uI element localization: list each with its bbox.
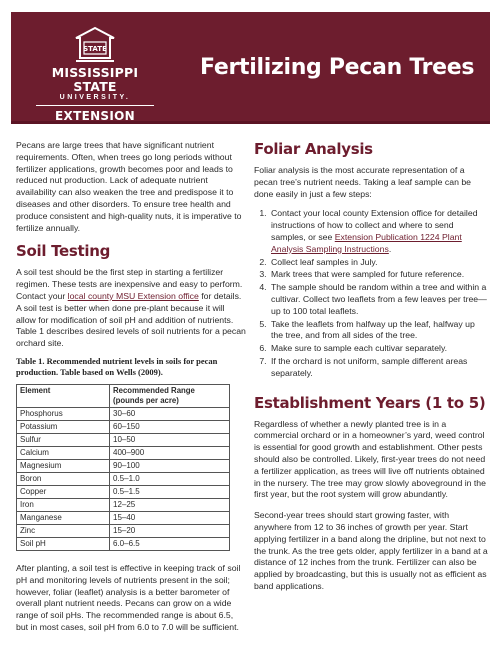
soil-testing-paragraph [16,267,246,350]
table-cell-element: Zinc [17,524,110,537]
table-header-element: Element [17,384,110,407]
list-item: 3. Mark trees that were sampled for future reference. [269,269,488,281]
table-cell-element: Copper [17,485,110,498]
table-cell-range: 0.5–1.0 [110,472,230,485]
sampling-steps-list [254,208,488,379]
table-cell-element: Calcium [17,446,110,459]
table-row [17,459,230,472]
table-cell-range: 90–100 [110,459,230,472]
state-seal-icon [72,24,118,64]
logo-university-name: MISSISSIPPI STATE [51,65,139,94]
list-item: 7. If the orchard is not uniform, sample different areas separately. [269,356,488,380]
table-row [17,420,230,433]
logo-extension-label: EXTENSION [55,109,135,123]
table-row [17,472,230,485]
table-row [17,485,230,498]
table-cell-element: Phosphorus [17,407,110,420]
intro-paragraph: Pecans are large trees that have significant nutrient requirements. Often, when trees go long periods without fertilizer applications, growth becomes poor and leads to reduced nut production. Lack of adequate nutrient availability can also weaken the tree and predispose it to diseases and other disorders. To ensure tree health and produce consistent and high-quality nuts, it is imperative to fertilize annually. [16,140,242,233]
table-row [17,524,230,537]
list-item: 5. Take the leaflets from halfway up the leaf, halfway up the tree, and from all sides of the tree. [269,319,488,343]
list-item: 4. The sample should be random within a tree and within a cultivar. Collect two leaflets from a few leaves per tree—up to 100 total leaflets. [269,282,488,317]
table-row [17,407,230,420]
right-column [254,140,488,598]
list-item: 6. Make sure to sample each cultivar separately. [269,343,488,355]
table-cell-range: 6.0–6.5 [110,537,230,550]
table-cell-range: 60–150 [110,420,230,433]
soil-text-b: for details. A soil test is better when done pre-plant because it will allow for modification of soil pH and addition of nutrients. Table 1 describes desired levels of soil nutrients for a pecan orchard site. [16,290,246,349]
table-cell-range: 30–60 [110,407,230,420]
table-cell-element: Potassium [17,420,110,433]
table-cell-element: Soil pH [17,537,110,550]
header-banner [0,0,502,129]
establishment-paragraph-2: Second-year trees should start growing faster, with anywhere from 12 to 36 inches of growth per year. Start applying fertilizer in a band along the dripline, but not next to the trunk. As the tree gets older, apply fertilizer in a band at a distance of 12 inches from the trunk. Fertilizer can also be applied by broadcasting, but this is usually not as efficient as band applications. [254,510,488,591]
extension-office-link[interactable]: local county MSU Extension office [67,290,199,301]
establishment-paragraph-1: Regardless of whether a newly planted tree is in a commercial orchard or in a homeowner’s yard, weed control is essential for good growth and establishment. Other pests should also be controlled. Likely, first-year trees do not need a fertilizer application, as trees will live off nutrients obtained in the nursery. The tree may grow slowly aboveground in the first year, but the root system will grow abundantly. [254,418,486,500]
msu-extension-logo [29,24,161,123]
list-item [269,208,488,255]
logo-university-label: UNIVERSITY. [59,94,131,101]
step-text-end: . [388,243,392,254]
nutrient-table [16,384,230,551]
table-row [17,446,230,459]
table-cell-range: 400–900 [110,446,230,459]
soil-testing-heading: Soil Testing [16,242,111,261]
logo-divider [36,105,154,106]
seal-text: STATE [83,45,107,53]
after-table-paragraph: After planting, a soil test is effective in keeping track of soil pH and monitoring levels of nutrients present in the soil; however, foliar (leaflet) analysis is a better barometer of overall plant nutrient needs. Pecans can grow on a wide range of soil pHs. The recommended range is about 6.5, but in most cases, soil pH from 6.0 to 7.0 will be sufficient. [16,562,241,632]
table-cell-range: 0.5–1.5 [110,485,230,498]
left-column [16,140,246,639]
document-title: Fertilizing Pecan Trees [200,55,475,80]
table-header-row [17,384,230,407]
step-text: Contact your local county Extension office for detailed instructions of how to collect and where to send samples, or see [271,208,478,242]
table-cell-element: Magnesium [17,459,110,472]
table-cell-element: Sulfur [17,433,110,446]
foliar-intro-paragraph: Foliar analysis is the most accurate representation of a pecan tree’s nutrient needs. Taking a leaf sample can be done easily in just a few steps: [254,165,472,199]
table-row [17,498,230,511]
table-header-range: Recommended Range (pounds per acre) [110,384,230,407]
establishment-years-heading: Establishment Years (1 to 5) [254,393,486,412]
table-cell-range: 12–25 [110,498,230,511]
table-row [17,537,230,550]
table-cell-element: Manganese [17,511,110,524]
table-cell-element: Boron [17,472,110,485]
table-cell-range: 10–50 [110,433,230,446]
table-row [17,511,230,524]
publication-1224-link[interactable]: Extension Publication 1224 Plant Analysis Sampling Instructions [271,231,462,254]
table-cell-range: 15–20 [110,524,230,537]
table-cell-element: Iron [17,498,110,511]
list-item: 2. Collect leaf samples in July. [269,257,488,269]
banner-background [11,12,490,124]
table-row [17,433,230,446]
soil-text-a: A soil test should be the first step in starting a fertilizer regimen. These tests are inexpensive and easy to perform. Contact your [16,267,243,301]
table-cell-range: 15–40 [110,511,230,524]
table-caption: Table 1. Recommended nutrient levels in soils for pecan production. Table based on Wells (2009). [16,355,218,377]
foliar-analysis-heading: Foliar Analysis [254,140,373,158]
